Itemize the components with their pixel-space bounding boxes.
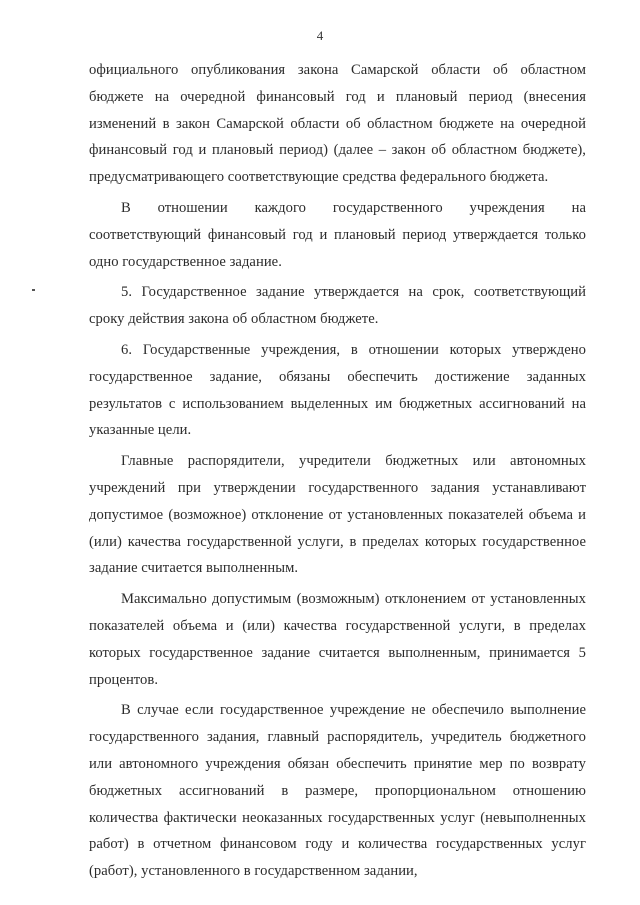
paragraph-1: официального опубликования закона Самарской области об областном бюджете на очередной финансовый год и плановый период (внесения изменений в закон Самарской области об областном бюджете на очередной финансовый год и плановый период) (далее – закон об областном бюджете), предусматривающего соответствующие средства федерального бюджета. [89, 62, 586, 186]
paragraph-2: В отношении каждого государственного учреждения на соответствующий финансовый год и плановый период утверждается только одно государственное задание. [89, 199, 586, 270]
paragraph-7: В случае если государственное учреждение не обеспечило выполнение государственного задания, главный распорядитель, учредитель бюджетного или автономного учреждения обязан обеспечить принятие мер по возврату бюджетных ассигнований в размере, пропорциональном отношению количества фактически неоказанных государственных услуг (невыполненных работ) в отчетном финансовом году и количества государственных услуг (работ), установленного в государственном задании, [89, 702, 586, 880]
margin-mark [32, 289, 35, 291]
paragraph-3-item-5: 5. Государственное задание утверждается на срок, соответствующий сроку действия закона об областном бюджете. [89, 284, 586, 328]
paragraph-4-item-6: 6. Государственные учреждения, в отношении которых утверждено государственное задание, обязаны обеспечить достижение заданных результатов с использованием выделенных им бюджетных ассигнований на указанные цели. [89, 341, 586, 439]
document-body [89, 57, 586, 885]
paragraph-6: Максимально допустимым (возможным) отклонением от установленных показателей объема и (или) качества государственной услуги, в пределах которых государственное задание считается выполненным, принимается 5 процентов. [89, 591, 586, 688]
paragraph-5: Главные распорядители, учредители бюджетных или автономных учреждений при утверждении государственного задания устанавливают допустимое (возможное) отклонение от установленных показателей объема и (или) качества государственной услуги, в пределах которых государственное задание считается выполненным. [89, 453, 586, 577]
page-number: 4 [316, 28, 324, 43]
